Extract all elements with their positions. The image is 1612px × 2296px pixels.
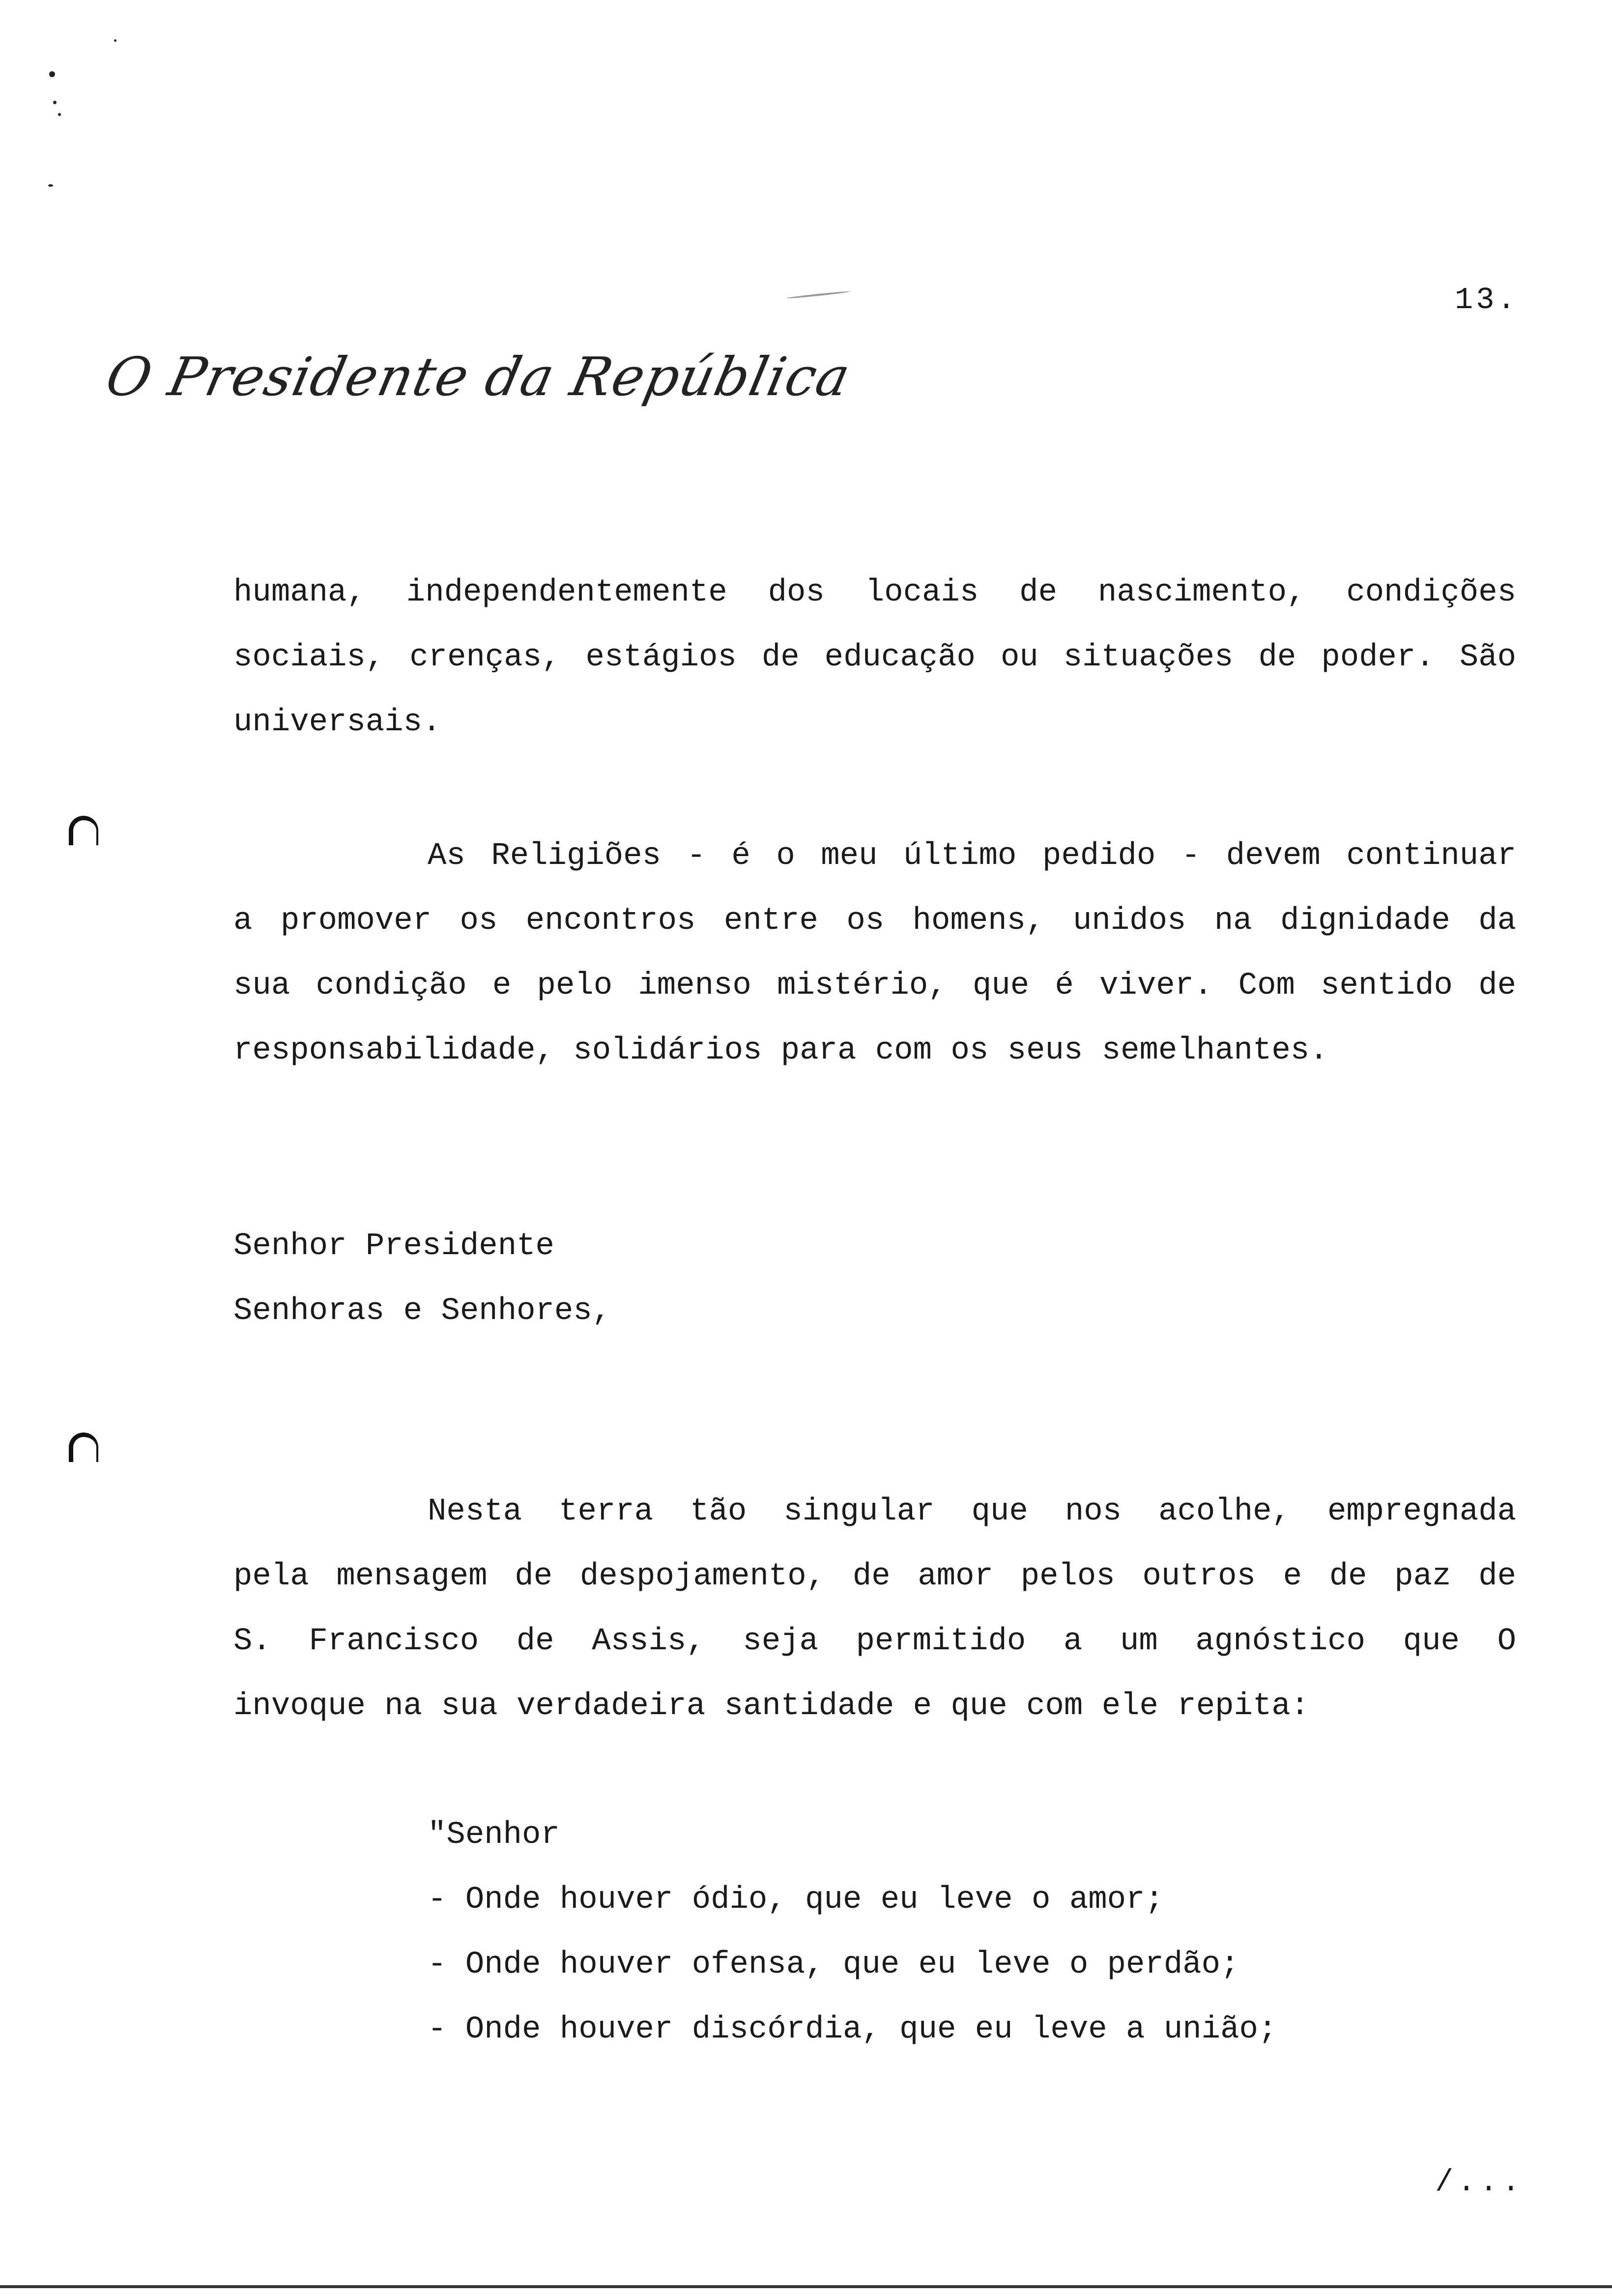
paragraph-line: responsabilidade, solidários para com os seus semelhantes. bbox=[233, 1033, 1328, 1068]
paragraph-line: a promover os encontros entre os homens, unidos na dignidade da bbox=[233, 903, 1516, 939]
letterhead-signature: O Presidente da República bbox=[101, 346, 856, 408]
scan-speck bbox=[58, 113, 61, 116]
prayer-line: "Senhor bbox=[428, 1817, 560, 1853]
paragraph-3 bbox=[233, 1479, 1516, 1739]
page-number: 13. bbox=[1455, 283, 1519, 317]
paragraph-line: invoque na sua verdadeira santidade e que com ele repita: bbox=[233, 1689, 1310, 1724]
paragraph-line: humana, independentemente dos locais de nascimento, condições bbox=[233, 575, 1516, 610]
prayer-line: - Onde houver discórdia, que eu leve a união; bbox=[428, 2012, 1277, 2047]
salutation-line: Senhoras e Senhores, bbox=[233, 1293, 611, 1329]
continuation-marker: /... bbox=[1435, 2165, 1524, 2200]
prayer-quote bbox=[428, 1803, 1277, 2062]
paragraph-line: Nesta terra tão singular que nos acolhe, empregnada bbox=[428, 1494, 1516, 1529]
scan-speck bbox=[114, 39, 116, 42]
paragraph-line: universais. bbox=[233, 705, 441, 740]
scan-speck bbox=[48, 184, 53, 187]
paragraph-line: As Religiões - é o meu último pedido - devem continuar bbox=[428, 838, 1516, 874]
margin-mark bbox=[69, 1433, 98, 1462]
prayer-line: - Onde houver ofensa, que eu leve o perdão; bbox=[428, 1947, 1239, 1982]
paragraph-line: sua condição e pelo imenso mistério, que é viver. Com sentido de bbox=[233, 968, 1516, 1004]
scan-smudge bbox=[786, 290, 850, 299]
scan-speck bbox=[49, 71, 55, 77]
paragraph-line: S. Francisco de Assis, seja permitido a um agnóstico que O bbox=[233, 1624, 1516, 1659]
margin-mark bbox=[69, 816, 98, 845]
paragraph-1 bbox=[233, 560, 1516, 755]
paragraph-2 bbox=[233, 824, 1516, 1083]
bottom-scan-edge bbox=[0, 2285, 1612, 2288]
paragraph-line: pela mensagem de despojamento, de amor pelos outros e de paz de bbox=[233, 1559, 1516, 1594]
prayer-line: - Onde houver ódio, que eu leve o amor; bbox=[428, 1882, 1164, 1918]
scan-speck bbox=[53, 101, 57, 104]
paragraph-line: sociais, crenças, estágios de educação ou situações de poder. São bbox=[233, 640, 1516, 675]
salutation bbox=[233, 1214, 1516, 1344]
salutation-line: Senhor Presidente bbox=[233, 1229, 554, 1264]
